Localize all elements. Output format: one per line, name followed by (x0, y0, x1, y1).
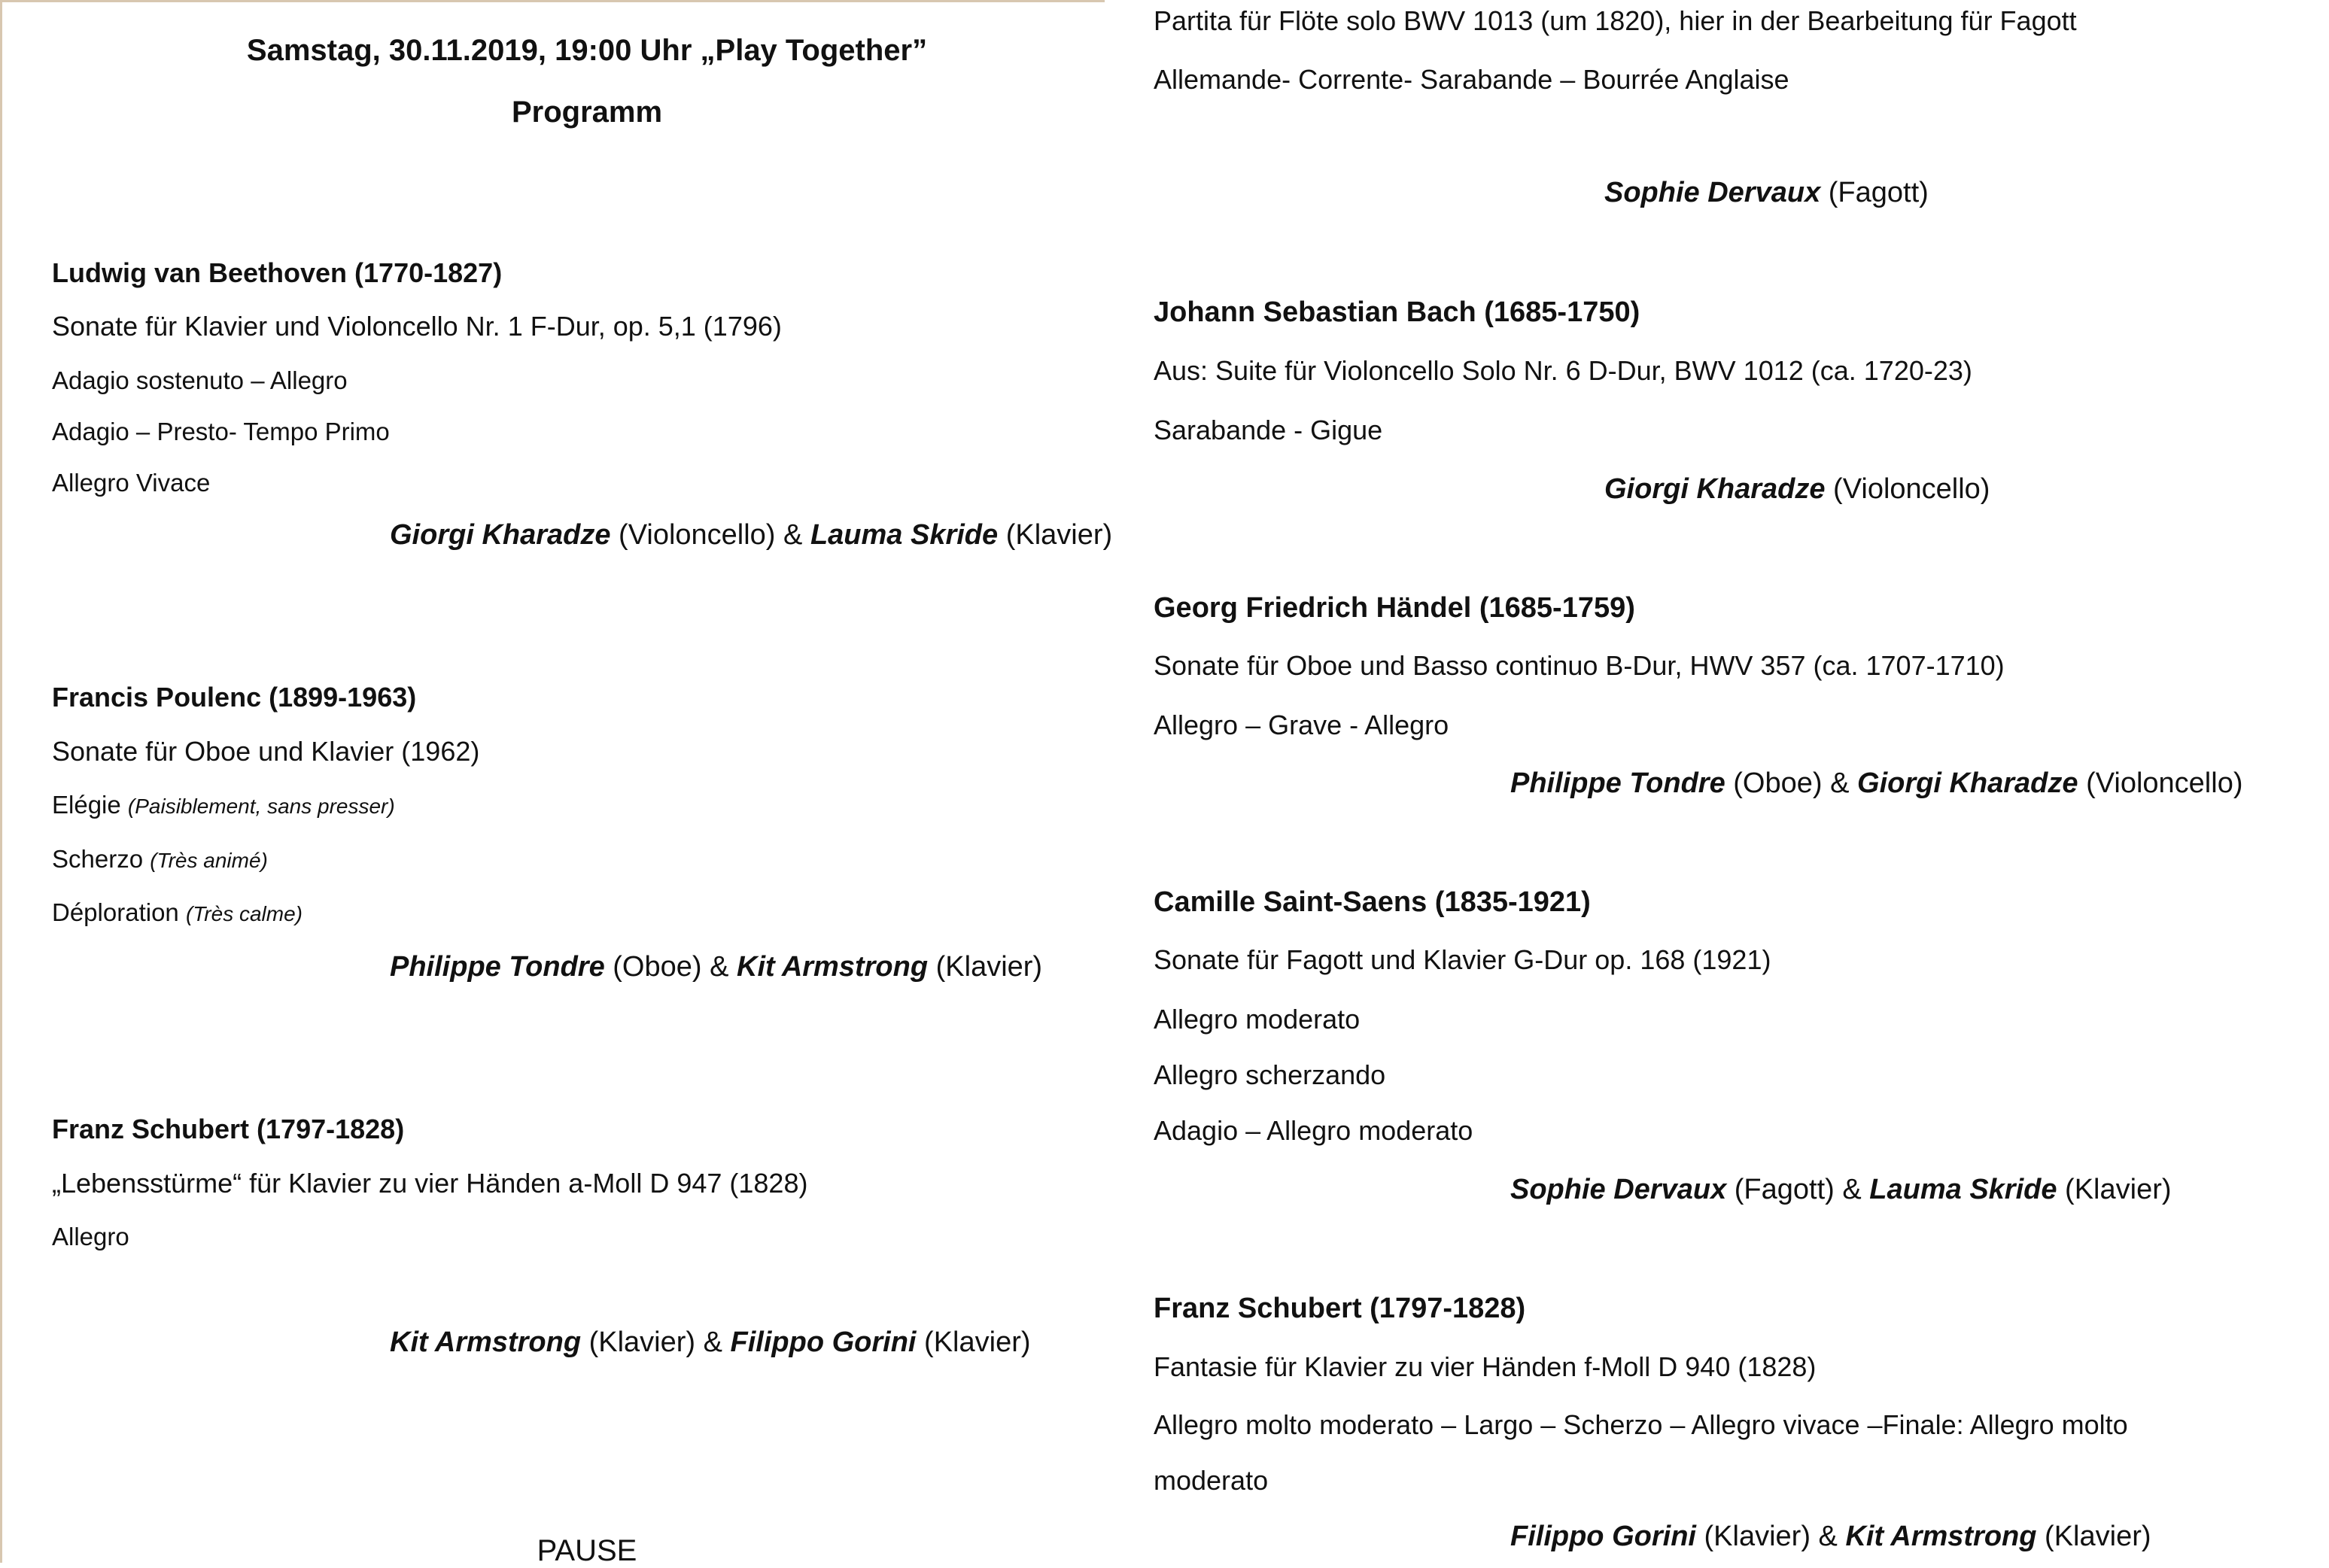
performers-schubert (390, 1328, 1031, 1357)
program-heading: Programm (511, 96, 663, 129)
performer-instrument: (Violoncello) & (610, 519, 810, 551)
performer-name: Philippe Tondre (390, 951, 605, 983)
performer-name: Sophie Dervaux (1510, 1174, 1727, 1205)
composer-bach: Johann Sebastian Bach (1685-1750) (1154, 296, 1640, 328)
performer-instrument: (Klavier) (998, 519, 1113, 551)
performer-name: Giorgi Kharadze (390, 519, 611, 551)
movement-tempo: (Paisiblement, sans presser) (127, 795, 395, 818)
work-poulenc: Sonate für Oboe und Klavier (1962) (52, 736, 480, 767)
performer-name: Lauma Skride (1869, 1174, 2057, 1205)
movement-tempo: (Très animé) (150, 849, 268, 872)
movement-1: Allegro (52, 1223, 129, 1250)
performer-instrument: (Fagott) (1820, 177, 1929, 208)
work-beethoven: Sonate für Klavier und Violoncello Nr. 1 F-Dur, op. 5,1 (1796) (52, 311, 782, 342)
movement-1: Allegro moderato (1154, 1004, 1361, 1035)
work-bach-suite: Aus: Suite für Violoncello Solo Nr. 6 D-Dur, BWV 1012 (ca. 1720-23) (1154, 355, 1972, 386)
movement-3: Allegro Vivace (52, 469, 211, 497)
performer-instrument: (Fagott) & (1726, 1174, 1870, 1205)
movement-scherzo (52, 846, 268, 871)
composer-schubert: Franz Schubert (1797-1828) (52, 1114, 405, 1144)
movement-name: Elégie (52, 791, 128, 819)
performer-instrument: (Klavier) (916, 1326, 1031, 1358)
performer-instrument: (Oboe) & (1725, 767, 1858, 799)
performer-name: Sophie Dervaux (1604, 177, 1821, 208)
movement-1: Allegro molto moderato – Largo – Scherzo – Allegro vivace –Finale: Allegro molto (1154, 1409, 2128, 1440)
movement-2: Allegro scherzando (1154, 1059, 1386, 1090)
performer-instrument: (Klavier) (2036, 1521, 2151, 1552)
performer-instrument: (Klavier) (928, 951, 1043, 983)
movement-name: Scherzo (52, 845, 151, 873)
performer-name: Lauma Skride (810, 519, 999, 551)
performer-name: Kit Armstrong (390, 1326, 582, 1358)
performer-name: Filippo Gorini (730, 1326, 917, 1358)
performer-instrument: (Violoncello) (2078, 767, 2243, 799)
right-page (1129, 0, 2329, 1563)
performers-beethoven (390, 521, 1112, 549)
composer-schubert: Franz Schubert (1797-1828) (1154, 1293, 1526, 1324)
concert-date-title: Samstag, 30.11.2019, 19:00 Uhr „Play Together” (246, 34, 928, 67)
performer-name: Kit Armstrong (737, 951, 929, 983)
performer-instrument: (Klavier) (2057, 1174, 2172, 1205)
performer-instrument: (Klavier) & (1695, 1521, 1846, 1552)
composer-beethoven: Ludwig van Beethoven (1770-1827) (52, 257, 503, 288)
movement-2: Adagio – Presto- Tempo Primo (52, 418, 390, 445)
composer-handel: Georg Friedrich Händel (1685-1759) (1154, 592, 1635, 624)
performer-instrument: (Klavier) & (581, 1326, 731, 1358)
performer-name: Kit Armstrong (1845, 1521, 2037, 1552)
work-handel: Sonate für Oboe und Basso continuo B-Dur, HWV 357 (ca. 1707-1710) (1154, 650, 2005, 681)
performer-name: Giorgi Kharadze (1857, 767, 2078, 799)
performer-name: Giorgi Kharadze (1604, 473, 1826, 505)
work-bach-partita: Partita für Flöte solo BWV 1013 (um 1820), hier in der Bearbeitung für Fagott (1154, 5, 2077, 36)
performers-bach-suite (1604, 475, 1990, 503)
movement-deploration (52, 900, 303, 925)
work-schubert-fantasie: Fantasie für Klavier zu vier Händen f-Moll D 940 (1828) (1154, 1351, 1817, 1382)
performers-schubert-fantasie (1510, 1522, 2151, 1551)
pause-label: PAUSE (537, 1534, 637, 1567)
performers-bach-partita (1604, 178, 1929, 207)
work-schubert: „Lebensstürme“ für Klavier zu vier Händen a-Moll D 947 (1828) (52, 1168, 808, 1199)
movement-1: Allegro – Grave - Allegro (1154, 710, 1449, 740)
performers-poulenc (390, 953, 1042, 981)
movement-1: Adagio sostenuto – Allegro (52, 366, 348, 394)
performers-handel (1510, 769, 2242, 798)
performer-name: Filippo Gorini (1510, 1521, 1696, 1552)
performer-instrument: (Violoncello) (1825, 473, 1990, 505)
movement-1-continued: moderato (1154, 1465, 1269, 1496)
composer-saint-saens: Camille Saint-Saens (1835-1921) (1154, 886, 1591, 918)
movement-1: Sarabande - Gigue (1154, 415, 1383, 445)
composer-poulenc: Francis Poulenc (1899-1963) (52, 682, 417, 713)
work-saint-saens: Sonate für Fagott und Klavier G-Dur op. 168 (1921) (1154, 944, 1771, 975)
movement-1: Allemande- Corrente- Sarabande – Bourrée Anglaise (1154, 64, 1789, 95)
performer-name: Philippe Tondre (1510, 767, 1725, 799)
performers-saint-saens (1510, 1175, 2172, 1204)
movement-tempo: (Très calme) (185, 902, 303, 925)
left-page (0, 0, 1113, 1567)
movement-3: Adagio – Allegro moderato (1154, 1115, 1473, 1146)
movement-name: Déploration (52, 898, 186, 926)
performer-instrument: (Oboe) & (604, 951, 737, 983)
movement-elegie (52, 792, 395, 817)
